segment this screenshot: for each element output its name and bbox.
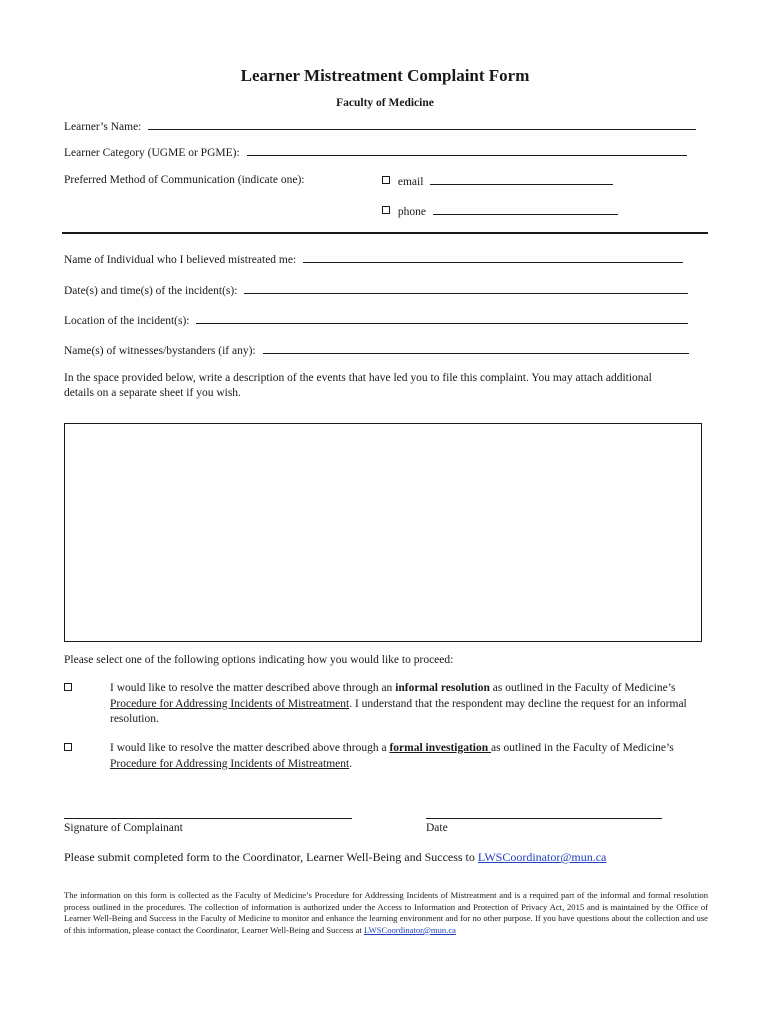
witnesses-row (64, 343, 689, 357)
privacy-notice-text: The information on this form is collected as the Faculty of Medicine’s Procedure for Addressing Incidents of Mistreatment and is a required part of the informal and formal resolution process outlined in the procedures. The collection of information is authorized under the Access to Information and Protection of Privacy Act, 2015 and is maintained by the Office of Learner Well-Being and Success in the Faculty of Medicine to monitor and enhance the learning environment and for no other purpose. If you have questions about the collection and use of this information, please contact the Coordinator, Learner Well-Being and Success at (64, 890, 708, 935)
phone-checkbox[interactable] (382, 206, 390, 214)
location-label: Location of the incident(s): (64, 315, 190, 327)
date-line[interactable] (426, 818, 662, 819)
option1-text-post: . I understand that the respondent may decline the request for an informal resolution. (110, 697, 687, 725)
location-field[interactable] (196, 313, 688, 324)
formal-investigation-text (110, 741, 702, 772)
option2-text-pre: I would like to resolve the matter described above through a (110, 742, 390, 754)
individual-row (64, 252, 683, 266)
individual-label: Name of Individual who I believed mistreated me: (64, 254, 297, 266)
learner-name-label: Learner’s Name: (64, 121, 142, 133)
witnesses-field[interactable] (263, 343, 689, 354)
submit-text: Please submit completed form to the Coordinator, Learner Well-Being and Success to (64, 850, 478, 864)
witnesses-label: Name(s) of witnesses/bystanders (if any): (64, 345, 256, 357)
form-title: Learner Mistreatment Complaint Form (240, 66, 530, 85)
learner-name-field[interactable] (148, 119, 696, 130)
learner-category-label: Learner Category (UGME or PGME): (64, 147, 240, 159)
informal-resolution-text (110, 681, 702, 728)
option2-text-post: . (349, 757, 353, 770)
signature-label: Signature of Complainant (64, 822, 183, 834)
option2-bold: formal investigation (389, 742, 492, 754)
procedure-link-2[interactable]: Procedure for Addressing Incidents of Mistreatment (110, 757, 350, 770)
formal-investigation-checkbox[interactable] (64, 743, 72, 755)
option2-text-mid: as outlined in the Faculty of Medicine’s (491, 742, 674, 754)
option1-bold: informal resolution (395, 682, 490, 694)
informal-resolution-checkbox[interactable] (64, 683, 72, 695)
section-divider (62, 232, 708, 234)
email-checkbox[interactable] (382, 176, 390, 184)
email-option-row (382, 174, 613, 188)
coordinator-email-link[interactable]: LWSCoordinator@mun.ca (477, 850, 607, 864)
location-row (64, 313, 688, 327)
individual-field[interactable] (303, 252, 683, 263)
learner-category-field[interactable] (247, 145, 687, 156)
privacy-notice (64, 890, 708, 936)
phone-option-label: phone (397, 206, 426, 218)
submit-instructions (64, 850, 606, 865)
signature-line[interactable] (64, 818, 352, 819)
options-intro: Please select one of the following options indicating how you would like to proceed: (64, 654, 454, 666)
description-instructions: In the space provided below, write a description of the events that have led you to file this complaint. You may attach additional details on a separate sheet if you wish. (64, 372, 652, 399)
option1-text-mid: as outlined in the Faculty of Medicine’s (489, 682, 676, 694)
privacy-email-link[interactable]: LWSCoordinator@mun.ca (363, 924, 456, 935)
dates-label: Date(s) and time(s) of the incident(s): (64, 285, 238, 297)
procedure-link-1[interactable]: Procedure for Addressing Incidents of Mistreatment (110, 697, 350, 710)
dates-field[interactable] (244, 283, 688, 294)
description-textbox[interactable] (64, 423, 702, 642)
phone-option-row (382, 204, 618, 218)
learner-category-row (64, 145, 687, 159)
email-option-label: email (397, 176, 424, 188)
learner-name-row (64, 119, 696, 133)
phone-field[interactable] (433, 204, 618, 215)
dates-row (64, 283, 688, 297)
form-subtitle: Faculty of Medicine (336, 97, 434, 109)
preferred-method-label: Preferred Method of Communication (indicate one): (64, 174, 305, 186)
option1-text-pre: I would like to resolve the matter described above through an (110, 682, 396, 694)
date-label: Date (426, 822, 448, 834)
email-field[interactable] (430, 174, 613, 185)
